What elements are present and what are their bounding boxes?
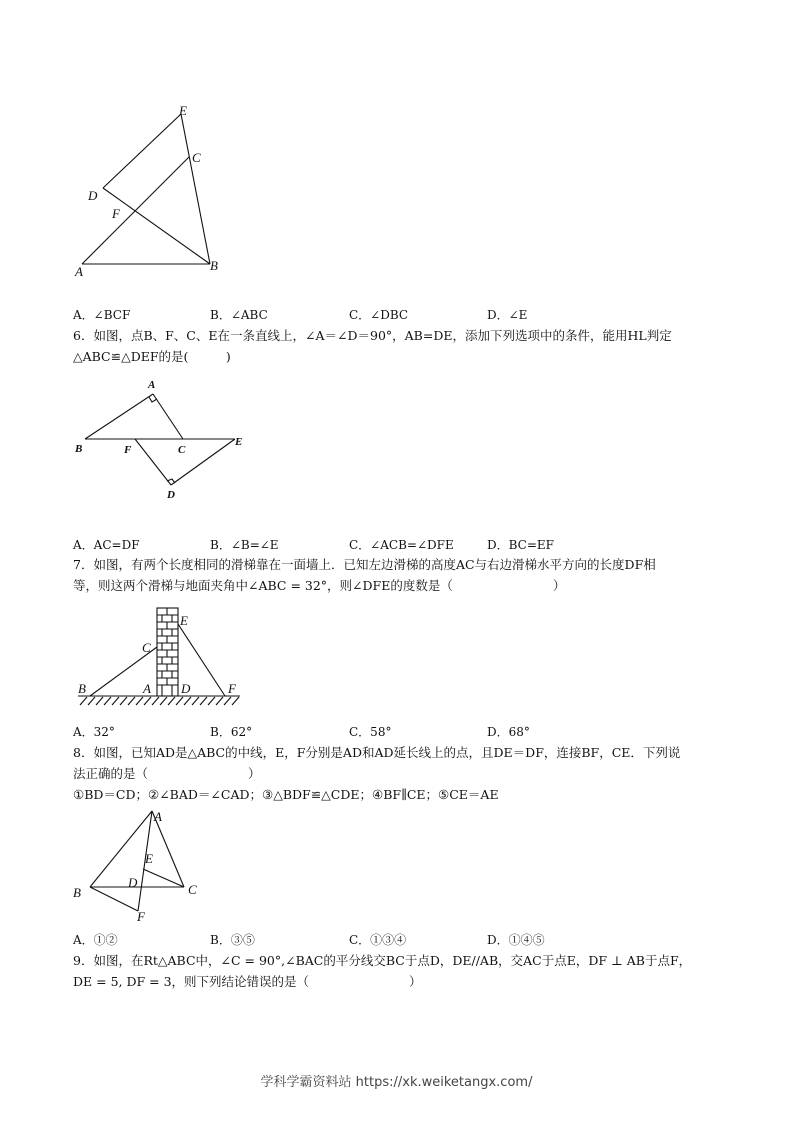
q7-label-d: D (181, 681, 191, 696)
q8-statements: ①BD＝CD；②∠BAD＝∠CAD；③△BDF≌△CDE；④BF∥CE；⑤CE＝AE (73, 787, 499, 802)
q7-option-a: A．32° (73, 725, 115, 739)
q6-label-f: F (124, 444, 132, 456)
q9-question-line2: DE = 5, DF = 3，则下列结论错误的是（ ） (73, 974, 422, 989)
q6-question-line2: △ABC≌△DEF的是( ) (73, 349, 231, 364)
q8-label-e: E (145, 851, 153, 866)
q8-option-a: A．①② (73, 933, 118, 947)
q8-label-c: C (188, 882, 197, 897)
q8-question-line2: 法正确的是（ ） (73, 766, 261, 781)
q5-label-d: D (88, 188, 98, 203)
q7-label-e: E (180, 613, 188, 628)
q6-label-b: B (75, 443, 83, 455)
q5-option-b: B．∠ABC (210, 308, 268, 322)
q5-option-d: D．∠E (487, 308, 528, 322)
q8-option-c: C．①③④ (349, 933, 407, 947)
q8-question-line1: 8．如图，已知AD是△ABC的中线，E，F分别是AD和AD延长线上的点，且DE＝DF，连接BF，CE．下列说 (73, 745, 681, 760)
q8-label-a: A (154, 809, 162, 824)
q5-label-a: A (75, 264, 83, 279)
q5-label-c: C (192, 150, 201, 165)
q6-label-a: A (148, 379, 156, 391)
q5-figure (70, 100, 240, 285)
q6-option-c: C．∠ACB=∠DFE (349, 538, 454, 552)
q7-label-c: C (142, 640, 151, 655)
q7-figure (70, 600, 260, 715)
q8-label-f: F (137, 909, 145, 924)
q5-option-a: A．∠BCF (73, 308, 131, 322)
q5-label-f: F (112, 206, 120, 221)
q8-label-b: B (73, 885, 81, 900)
q8-option-b: B．③⑤ (210, 933, 255, 947)
q7-question-line2: 等，则这两个滑梯与地面夹角中∠ABC = 32°，则∠DFE的度数是（ ） (73, 578, 566, 593)
q6-figure (70, 375, 260, 505)
q8-label-d: D (128, 875, 138, 890)
q7-label-f: F (228, 681, 236, 696)
q6-label-e: E (235, 436, 243, 448)
q9-question-line1: 9．如图，在Rt△ABC中，∠C = 90°,∠BAC的平分线交BC于点D，DE//AB，交AC于点E，DF ⊥ AB于点F， (73, 953, 692, 968)
q5-option-c: C．∠DBC (349, 308, 409, 322)
page-footer: 学科学霸资料站 https://xk.weiketangx.com/ (260, 1075, 533, 1090)
q7-option-d: D．68° (487, 725, 530, 739)
q6-question-line1: 6．如图，点B、F、C、E在一条直线上，∠A＝∠D＝90°，AB=DE，添加下列选项中的条件，能用HL判定 (73, 328, 672, 343)
q6-option-a: A．AC=DF (73, 538, 140, 552)
q7-option-c: C．58° (349, 725, 392, 739)
q5-label-e: E (179, 103, 187, 118)
q7-label-b: B (78, 681, 86, 696)
q6-label-d: D (167, 489, 175, 501)
q8-figure (65, 805, 215, 930)
q7-option-b: B．62° (210, 725, 253, 739)
q5-label-b: B (210, 258, 218, 273)
q7-question-line1: 7．如图，有两个长度相同的滑梯靠在一面墙上．已知左边滑梯的高度AC与右边滑梯水平方向的长度DF相 (73, 557, 656, 572)
q6-label-c: C (178, 444, 186, 456)
q8-option-d: D．①④⑤ (487, 933, 545, 947)
q6-option-d: D．BC=EF (487, 538, 554, 552)
q7-label-a: A (143, 681, 151, 696)
q6-option-b: B．∠B=∠E (210, 538, 279, 552)
